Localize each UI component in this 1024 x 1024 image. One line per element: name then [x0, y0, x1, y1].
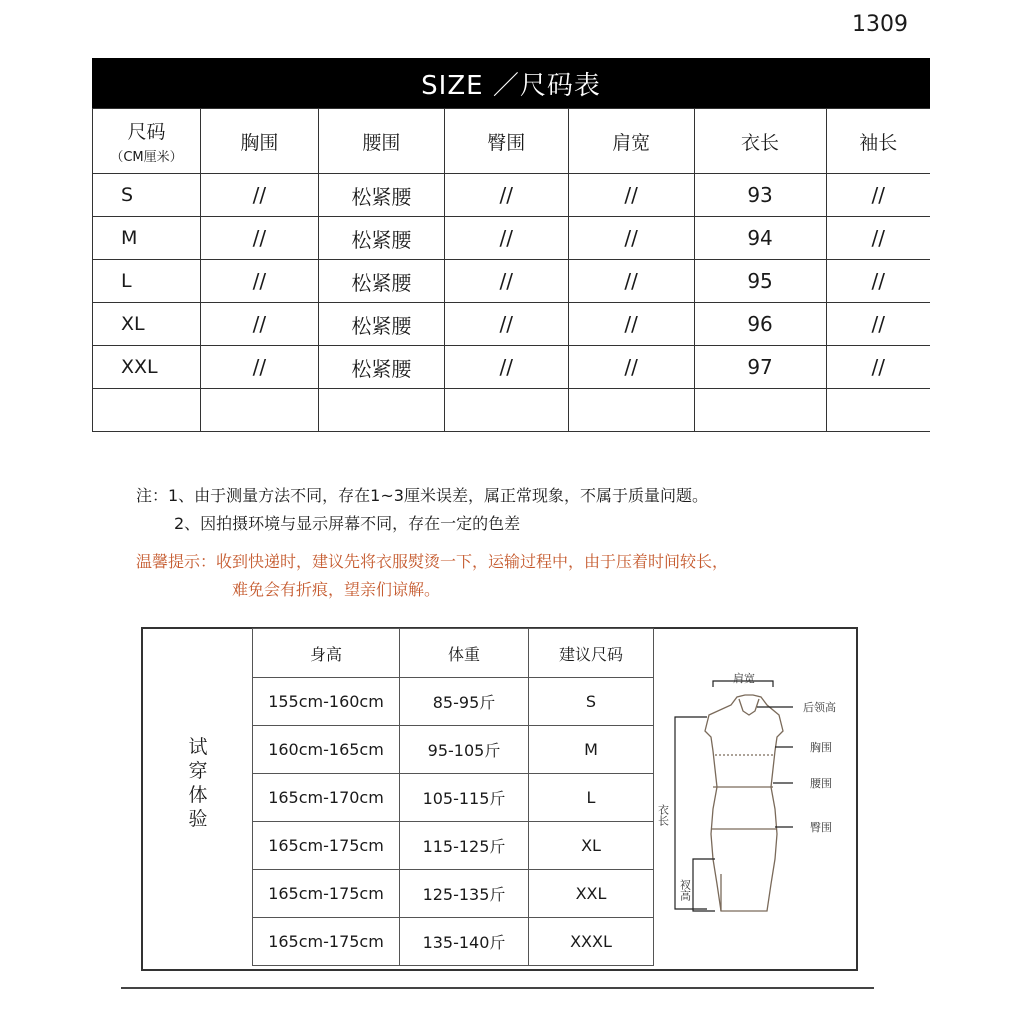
cell-sleeve: //	[826, 217, 930, 260]
warm-tips	[136, 548, 728, 604]
cell-shoulder: //	[568, 303, 694, 346]
fit-chart-table	[252, 628, 654, 966]
fit-row	[253, 918, 654, 966]
table-row-empty	[93, 389, 931, 432]
fit-size: XXXL	[529, 918, 654, 966]
fit-height: 165cm-170cm	[253, 774, 400, 822]
cell-bust: //	[200, 217, 318, 260]
cell-size: XXL	[93, 346, 201, 389]
cell-hip: //	[444, 303, 568, 346]
fit-row	[253, 870, 654, 918]
header-size	[93, 109, 201, 174]
table-row	[93, 303, 931, 346]
cell-hip: //	[444, 174, 568, 217]
tip-line-2: 难免会有折痕，望亲们谅解。	[232, 580, 441, 599]
cell-size: XL	[93, 303, 201, 346]
cell-bust: //	[200, 174, 318, 217]
note-line-1: 注：1、由于测量方法不同，存在1~3厘米误差，属正常现象，不属于质量问题。	[136, 486, 708, 505]
product-code: 1309	[852, 12, 908, 37]
header-waist: 腰围	[318, 109, 444, 174]
fit-height: 165cm-175cm	[253, 822, 400, 870]
dress-silhouette-icon	[705, 695, 783, 911]
unit-label: （CM厘米）	[110, 150, 183, 165]
cell-waist: 松紧腰	[318, 260, 444, 303]
label-waist: 腰围	[810, 777, 832, 790]
fit-weight: 115-125斤	[400, 822, 529, 870]
fit-size: S	[529, 678, 654, 726]
fit-header-height: 身高	[253, 629, 400, 678]
table-row	[93, 174, 931, 217]
header-bust: 胸围	[200, 109, 318, 174]
fit-weight: 135-140斤	[400, 918, 529, 966]
empty-cell	[200, 389, 318, 432]
size-chart-header-row	[93, 109, 931, 174]
cell-bust: //	[200, 260, 318, 303]
fit-size: XL	[529, 822, 654, 870]
cell-length: 96	[694, 303, 826, 346]
fit-height: 165cm-175cm	[253, 918, 400, 966]
bottom-divider	[121, 987, 874, 989]
fit-row	[253, 774, 654, 822]
empty-cell	[444, 389, 568, 432]
cell-sleeve: //	[826, 174, 930, 217]
cell-hip: //	[444, 217, 568, 260]
fit-size: M	[529, 726, 654, 774]
label-length: 衣长	[656, 804, 670, 826]
fit-size: XXL	[529, 870, 654, 918]
cell-size: M	[93, 217, 201, 260]
table-row	[93, 217, 931, 260]
header-size-label: 尺码	[127, 121, 166, 143]
cell-size: L	[93, 260, 201, 303]
size-chart-table	[92, 108, 930, 432]
fit-height: 160cm-165cm	[253, 726, 400, 774]
tip-line-1: 温馨提示：收到快递时，建议先将衣服熨烫一下，运输过程中，由于压着时间较长，	[136, 552, 729, 571]
fit-weight: 95-105斤	[400, 726, 529, 774]
header-length: 衣长	[694, 109, 826, 174]
table-row	[93, 260, 931, 303]
cell-shoulder: //	[568, 217, 694, 260]
fit-height: 165cm-175cm	[253, 870, 400, 918]
note-line-2: 2、因拍摄环境与显示屏幕不同，存在一定的色差	[174, 514, 521, 533]
empty-cell	[694, 389, 826, 432]
fit-row	[253, 726, 654, 774]
cell-bust: //	[200, 303, 318, 346]
empty-cell	[826, 389, 930, 432]
fit-row	[253, 678, 654, 726]
cell-length: 97	[694, 346, 826, 389]
fit-weight: 125-135斤	[400, 870, 529, 918]
label-bust: 胸围	[810, 741, 832, 754]
size-chart-title: SIZE ／尺码表	[92, 58, 930, 108]
fit-header-weight: 体重	[400, 629, 529, 678]
header-hip: 臀围	[444, 109, 568, 174]
cell-shoulder: //	[568, 174, 694, 217]
header-sleeve: 袖长	[826, 109, 930, 174]
cell-waist: 松紧腰	[318, 303, 444, 346]
empty-cell	[93, 389, 201, 432]
cell-sleeve: //	[826, 303, 930, 346]
header-shoulder: 肩宽	[568, 109, 694, 174]
cell-length: 93	[694, 174, 826, 217]
fit-header-size: 建议尺码	[529, 629, 654, 678]
dress-measurement-diagram	[653, 659, 853, 929]
fit-weight: 85-95斤	[400, 678, 529, 726]
fit-side-label: 试穿体验	[188, 736, 208, 830]
fit-height: 155cm-160cm	[253, 678, 400, 726]
cell-waist: 松紧腰	[318, 174, 444, 217]
cell-hip: //	[444, 346, 568, 389]
cell-waist: 松紧腰	[318, 346, 444, 389]
cell-bust: //	[200, 346, 318, 389]
table-row	[93, 346, 931, 389]
empty-cell	[568, 389, 694, 432]
fit-row	[253, 822, 654, 870]
fit-header-row	[253, 629, 654, 678]
fit-weight: 105-115斤	[400, 774, 529, 822]
label-slit: 衩高	[678, 879, 692, 901]
label-shoulder: 肩宽	[733, 672, 755, 685]
empty-cell	[318, 389, 444, 432]
cell-length: 94	[694, 217, 826, 260]
label-back-collar: 后领高	[803, 701, 836, 714]
measurement-lines	[675, 681, 793, 911]
cell-shoulder: //	[568, 260, 694, 303]
cell-size: S	[93, 174, 201, 217]
cell-waist: 松紧腰	[318, 217, 444, 260]
cell-hip: //	[444, 260, 568, 303]
cell-sleeve: //	[826, 260, 930, 303]
measurement-notes	[136, 482, 708, 538]
cell-shoulder: //	[568, 346, 694, 389]
cell-sleeve: //	[826, 346, 930, 389]
label-hip: 臀围	[810, 821, 832, 834]
fit-size: L	[529, 774, 654, 822]
cell-length: 95	[694, 260, 826, 303]
